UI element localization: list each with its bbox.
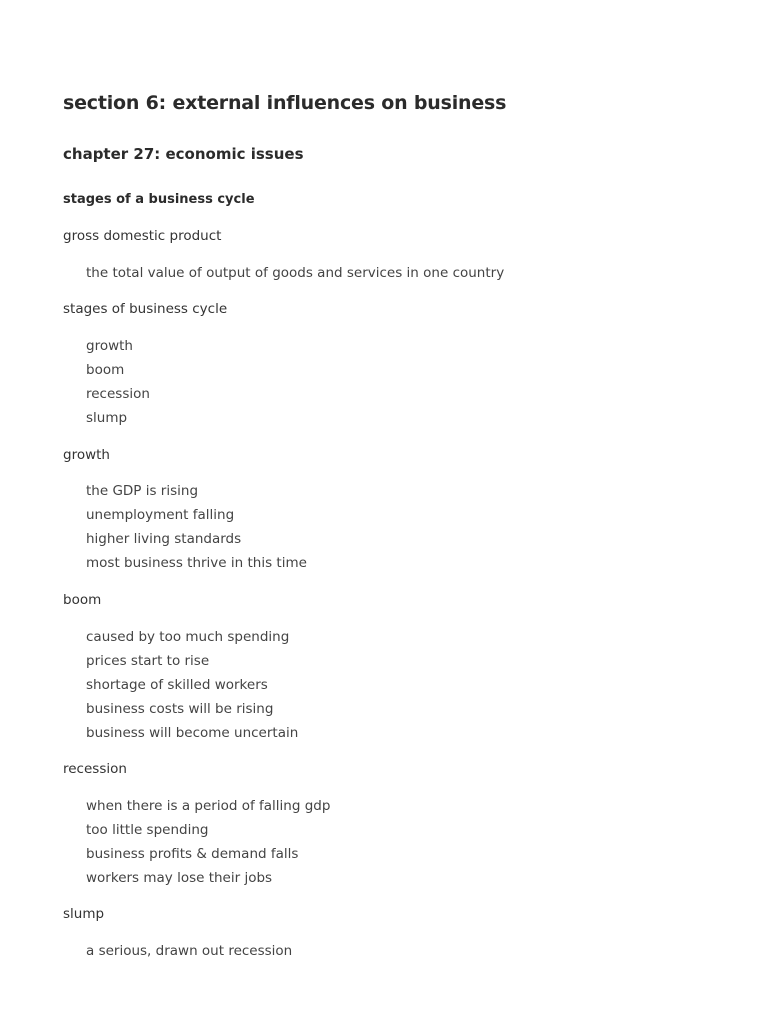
definition-item: boom — [86, 362, 125, 378]
term-growth: growth — [63, 447, 110, 463]
definition-item: business profits & demand falls — [86, 846, 299, 862]
definition-item: shortage of skilled workers — [86, 677, 268, 693]
term-slump: slump — [63, 906, 105, 922]
term-boom: boom — [63, 592, 102, 608]
section-title: section 6: external influences on business — [63, 92, 507, 114]
term-gross-domestic-product: gross domestic product — [63, 228, 222, 244]
definition-item: recession — [86, 386, 150, 402]
definition-item: the GDP is rising — [86, 483, 199, 499]
definition-item: prices start to rise — [86, 653, 210, 669]
definition-item: business will become uncertain — [86, 725, 299, 741]
definition-item: slump — [86, 410, 128, 426]
term-recession: recession — [63, 761, 127, 777]
definition-item: caused by too much spending — [86, 629, 290, 645]
definition-item: higher living standards — [86, 531, 242, 547]
definition-item: when there is a period of falling gdp — [86, 798, 331, 814]
definition-item: unemployment falling — [86, 507, 235, 523]
definition-item: too little spending — [86, 822, 209, 838]
chapter-title: chapter 27: economic issues — [63, 145, 304, 163]
topic-title: stages of a business cycle — [63, 192, 255, 207]
definition-item: business costs will be rising — [86, 701, 274, 717]
definition-item: the total value of output of goods and services in one country — [86, 265, 505, 281]
definition-item: most business thrive in this time — [86, 555, 307, 571]
term-stages-of-business-cycle: stages of business cycle — [63, 301, 228, 317]
definition-item: workers may lose their jobs — [86, 870, 273, 886]
definition-item: growth — [86, 338, 133, 354]
definition-item: a serious, drawn out recession — [86, 943, 293, 959]
